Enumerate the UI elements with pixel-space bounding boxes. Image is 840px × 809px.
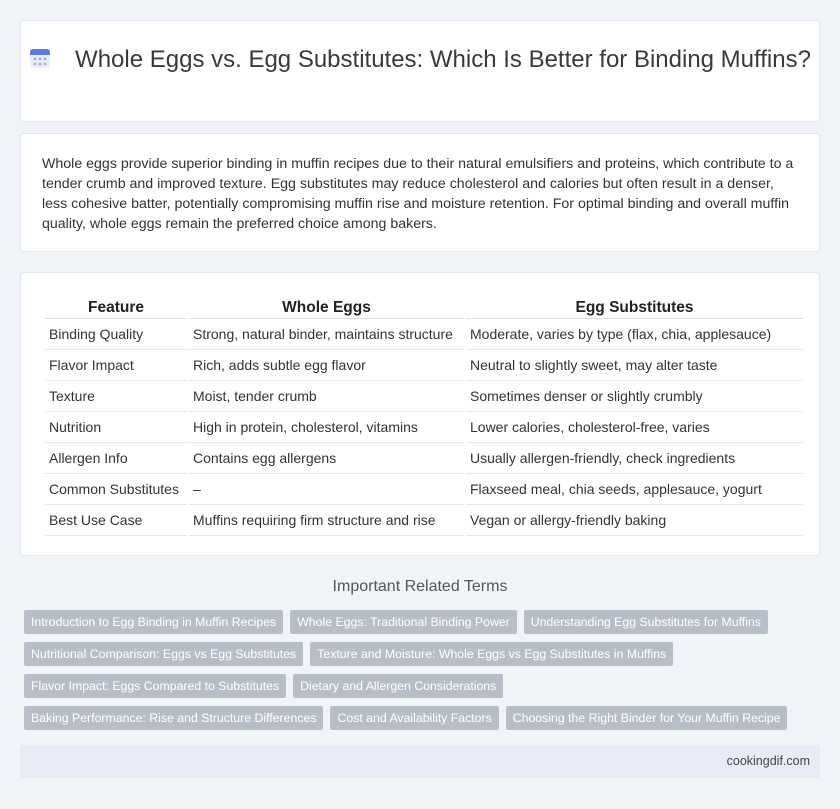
table-cell: High in protein, cholesterol, vitamins (189, 412, 464, 443)
related-term-tag[interactable]: Baking Performance: Rise and Structure Differences (24, 706, 323, 730)
column-header-feature: Feature (45, 295, 187, 319)
table-cell: Common Substitutes (45, 474, 187, 505)
table-cell: Texture (45, 381, 187, 412)
table-cell: Nutrition (45, 412, 187, 443)
table-cell: Vegan or allergy-friendly baking (466, 505, 803, 536)
related-term-tag[interactable]: Flavor Impact: Eggs Compared to Substitutes (24, 674, 286, 698)
summary-card (20, 133, 820, 252)
table-header-row (45, 295, 803, 319)
page-title: Whole Eggs vs. Egg Substitutes: Which Is Better for Binding Muffins? (75, 46, 811, 73)
table-row (45, 412, 803, 443)
related-terms-title: Important Related Terms (332, 578, 508, 595)
calendar-icon (29, 47, 51, 69)
related-terms-list (24, 610, 804, 730)
related-term-tag[interactable]: Whole Eggs: Traditional Binding Power (290, 610, 517, 634)
table-cell: Allergen Info (45, 443, 187, 474)
table-cell: Moist, tender crumb (189, 381, 464, 412)
comparison-card (20, 272, 820, 556)
column-header-whole-eggs: Whole Eggs (189, 295, 464, 319)
summary-text: Whole eggs provide superior binding in muffin recipes due to their natural emulsifiers and proteins, which contribute to a tender crumb and improved texture. Egg substitutes may reduce cholesterol and calories but often result in a denser, less cohesive batter, potentially compromising muffin rise and moisture retention. For optimal binding and overall muffin quality, whole eggs remain the preferred choice among bakers. (42, 156, 794, 232)
table-row (45, 505, 803, 536)
table-cell: Best Use Case (45, 505, 187, 536)
table-row (45, 381, 803, 412)
related-term-tag[interactable]: Understanding Egg Substitutes for Muffins (524, 610, 768, 634)
table-row (45, 350, 803, 381)
related-term-tag[interactable]: Nutritional Comparison: Eggs vs Egg Substitutes (24, 642, 303, 666)
related-term-tag[interactable]: Texture and Moisture: Whole Eggs vs Egg Substitutes in Muffins (310, 642, 673, 666)
column-header-egg-substitutes: Egg Substitutes (466, 295, 803, 319)
table-cell: Lower calories, cholesterol-free, varies (466, 412, 803, 443)
table-cell: Flaxseed meal, chia seeds, applesauce, yogurt (466, 474, 803, 505)
footer (20, 745, 820, 778)
table-cell: Flavor Impact (45, 350, 187, 381)
title-card (20, 20, 820, 122)
footer-site-link[interactable]: cookingdif.com (726, 754, 810, 768)
related-term-tag[interactable]: Cost and Availability Factors (330, 706, 498, 730)
table-cell: Binding Quality (45, 319, 187, 350)
table-row (45, 474, 803, 505)
table-cell: Moderate, varies by type (flax, chia, applesauce) (466, 319, 803, 350)
table-cell: Strong, natural binder, maintains structure (189, 319, 464, 350)
table-row (45, 443, 803, 474)
page-title-wrap (21, 45, 819, 74)
comparison-table (43, 295, 805, 536)
related-term-tag[interactable]: Choosing the Right Binder for Your Muffin Recipe (506, 706, 788, 730)
table-cell: Neutral to slightly sweet, may alter taste (466, 350, 803, 381)
table-cell: – (189, 474, 464, 505)
table-cell: Usually allergen-friendly, check ingredients (466, 443, 803, 474)
related-term-tag[interactable]: Introduction to Egg Binding in Muffin Recipes (24, 610, 283, 634)
table-cell: Muffins requiring firm structure and rise (189, 505, 464, 536)
table-cell: Sometimes denser or slightly crumbly (466, 381, 803, 412)
table-cell: Rich, adds subtle egg flavor (189, 350, 464, 381)
table-row (45, 319, 803, 350)
table-cell: Contains egg allergens (189, 443, 464, 474)
related-term-tag[interactable]: Dietary and Allergen Considerations (293, 674, 503, 698)
